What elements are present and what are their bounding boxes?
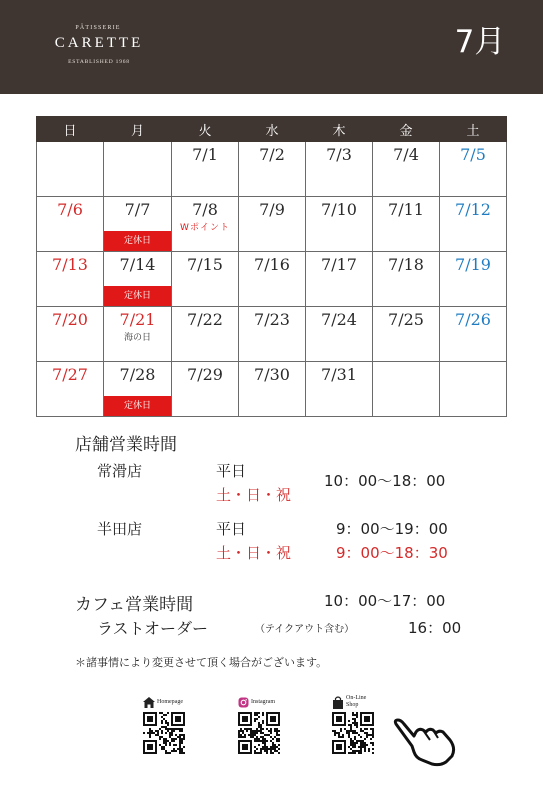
calendar-day-cell: [239, 197, 306, 252]
calendar-day-cell: [172, 197, 239, 252]
calendar-day-cell: [104, 307, 172, 362]
calendar-date: 7/14: [119, 255, 156, 274]
calendar-date: 7/10: [321, 200, 357, 219]
calendar-date: 7/12: [455, 200, 491, 219]
calendar-day-cell: [440, 142, 507, 197]
calendar-date: 7/18: [388, 255, 424, 274]
calendar-week-row: [37, 362, 507, 417]
weekday-header: 火: [172, 117, 239, 142]
calendar-day-cell: [373, 142, 440, 197]
calendar-date: 7/26: [455, 310, 491, 329]
calendar-day-cell: [172, 252, 239, 307]
calendar-day-cell: [104, 197, 172, 252]
weekday-header-row: [37, 117, 507, 142]
calendar-day-cell: [172, 142, 239, 197]
calendar-week-row: [37, 307, 507, 362]
calendar-day-cell: [306, 252, 373, 307]
calendar-day-cell: [37, 197, 104, 252]
instagram-label: Instagram: [251, 699, 275, 705]
calendar-day-cell: [172, 307, 239, 362]
calendar-date: 7/28: [119, 365, 156, 384]
brand-logo: CARETTE: [54, 35, 144, 51]
calendar-date: 7/3: [326, 145, 352, 164]
calendar-day-cell: [440, 362, 507, 417]
calendar-day-cell: [172, 362, 239, 417]
calendar-day-cell: [373, 197, 440, 252]
calendar-date: 7/11: [388, 200, 424, 219]
calendar-week-row: [37, 142, 507, 197]
weekday-header: 日: [37, 117, 104, 142]
calendar-day-cell: [37, 142, 104, 197]
last-order-label: ラストオーダー: [97, 619, 209, 638]
calendar-day-cell: [373, 307, 440, 362]
instagram-icon: [238, 697, 249, 708]
calendar-date: 7/1: [192, 145, 218, 164]
store2-holiday-label: 土・日・祝: [216, 544, 292, 562]
weekday-header: 木: [306, 117, 373, 142]
calendar-day-cell: [440, 197, 507, 252]
calendar-day-cell: [104, 142, 172, 197]
homepage-label: Homepage: [157, 699, 183, 705]
calendar-day-cell: [306, 307, 373, 362]
weekday-header: 水: [239, 117, 306, 142]
brand-tagline: PÂTISSERIE: [75, 25, 121, 31]
online-shop-label-line2: Shop: [346, 702, 359, 708]
calendar-day-cell: [239, 252, 306, 307]
store2-holiday-time: 9：00〜18：30: [336, 544, 448, 562]
online-shop-qr-code[interactable]: [332, 712, 374, 754]
calendar-day-cell: [239, 307, 306, 362]
holiday-name: 海の日: [123, 333, 151, 343]
store1-weekday-label: 平日: [216, 462, 247, 480]
online-shop-label-line1: On-Line: [346, 695, 367, 701]
instagram-qr-block[interactable]: [238, 692, 300, 758]
header-bar: [0, 0, 543, 94]
calendar-date: 7/27: [52, 365, 88, 384]
calendar-date: 7/8: [192, 200, 218, 219]
calendar-day-cell: [373, 362, 440, 417]
homepage-qr-block[interactable]: [143, 692, 205, 758]
calendar-date: 7/16: [254, 255, 290, 274]
store1-name: 常滑店: [97, 462, 143, 480]
weekday-header: 土: [440, 117, 507, 142]
calendar-date: 7/21: [119, 310, 156, 329]
calendar-date: 7/19: [455, 255, 491, 274]
closed-day-badge: 定休日: [104, 231, 171, 251]
store2-weekday-time: 9：00〜19：00: [336, 520, 448, 538]
online-shop-qr-block[interactable]: [332, 692, 394, 758]
calendar-body: [37, 142, 507, 417]
calendar-day-cell: [37, 252, 104, 307]
calendar-date: 7/29: [187, 365, 223, 384]
calendar-day-cell: [306, 197, 373, 252]
calendar-day-cell: [37, 362, 104, 417]
last-order-note: （テイクアウト含む）: [255, 624, 355, 635]
calendar-day-cell: [104, 252, 172, 307]
calendar-day-cell: [306, 362, 373, 417]
calendar-date: 7/9: [259, 200, 285, 219]
calendar-date: 7/24: [321, 310, 357, 329]
calendar-date: 7/5: [460, 145, 486, 164]
closed-day-badge: 定休日: [104, 286, 171, 306]
instagram-qr-code[interactable]: [238, 712, 280, 754]
last-order-time: 16：00: [408, 619, 462, 637]
calendar-week-row: [37, 197, 507, 252]
month-title: 7月: [454, 24, 506, 60]
calendar-table: [36, 116, 507, 417]
pointing-hand-icon: [392, 716, 462, 768]
store2-weekday-label: 平日: [216, 520, 247, 538]
calendar-date: 7/31: [321, 365, 357, 384]
store1-time: 10：00〜18：00: [324, 472, 446, 490]
notice-text: ＊諸事情により変更させて頂く場合がございます。: [75, 656, 328, 669]
store2-name: 半田店: [97, 520, 143, 538]
calendar-date: 7/4: [393, 145, 419, 164]
calendar-week-row: [37, 252, 507, 307]
calendar-date: 7/25: [388, 310, 424, 329]
calendar-date: 7/6: [57, 200, 83, 219]
weekday-header: 月: [104, 117, 172, 142]
calendar-date: 7/13: [52, 255, 88, 274]
calendar-date: 7/20: [52, 310, 88, 329]
shopping-bag-icon: [332, 696, 344, 709]
double-point-note: Wポイント: [180, 223, 230, 233]
calendar-day-cell: [239, 362, 306, 417]
calendar-date: 7/22: [187, 310, 223, 329]
calendar-day-cell: [440, 252, 507, 307]
cafe-time: 10：00〜17：00: [324, 592, 446, 610]
store1-holiday-label: 土・日・祝: [216, 486, 292, 504]
homepage-qr-code[interactable]: [143, 712, 185, 754]
calendar-date: 7/30: [254, 365, 290, 384]
calendar-date: 7/23: [254, 310, 290, 329]
calendar-day-cell: [306, 142, 373, 197]
home-icon: [143, 697, 155, 708]
calendar-day-cell: [37, 307, 104, 362]
cafe-hours-title: カフェ営業時間: [75, 595, 194, 615]
calendar-date: 7/15: [187, 255, 223, 274]
calendar-day-cell: [440, 307, 507, 362]
calendar-date: 7/2: [259, 145, 285, 164]
closed-day-badge: 定休日: [104, 396, 171, 416]
weekday-header: 金: [373, 117, 440, 142]
store-hours-title: 店舗営業時間: [75, 435, 177, 455]
calendar-day-cell: [373, 252, 440, 307]
brand-established: ESTABLISHED 1968: [68, 59, 130, 65]
calendar-date: 7/17: [321, 255, 357, 274]
calendar-date: 7/7: [124, 200, 151, 219]
calendar-day-cell: [104, 362, 172, 417]
calendar-day-cell: [239, 142, 306, 197]
